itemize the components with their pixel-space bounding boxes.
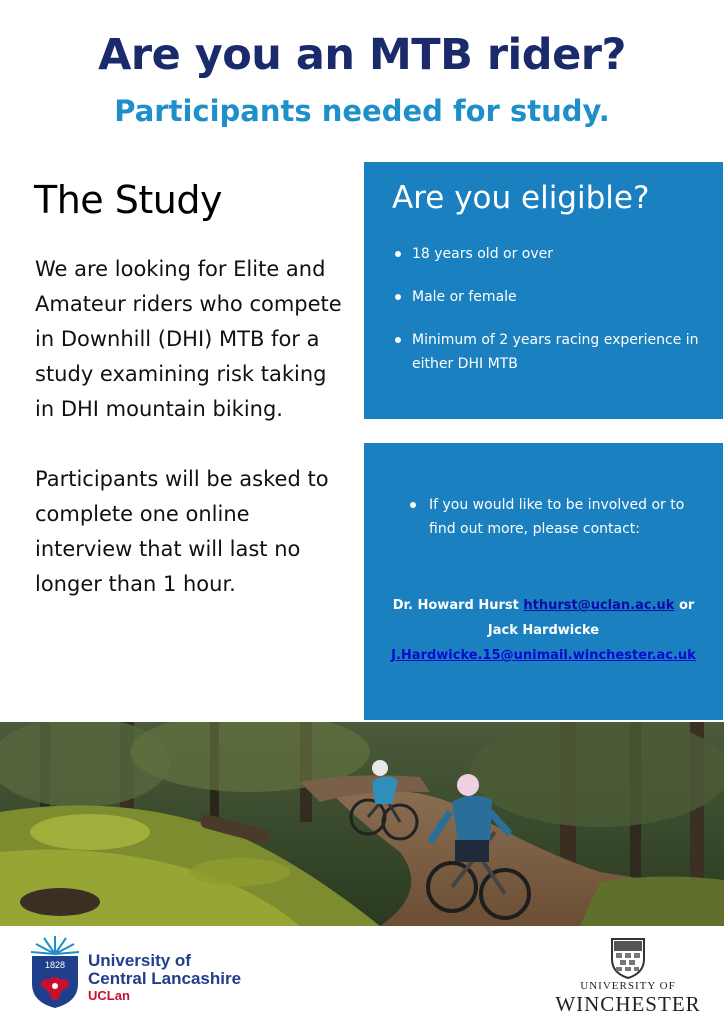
study-paragraph-2: Participants will be asked to complete one online interview that will last no longer than 1 hour. [35, 467, 329, 596]
contact-invitation: If you would like to be involved or to find out more, please contact: [429, 493, 709, 541]
winchester-line-1: UNIVERSITY OF [580, 980, 676, 992]
poster-subtitle: Participants needed for study. [114, 94, 610, 128]
winchester-logo [553, 935, 703, 1019]
email-link-hurst[interactable]: hthurst@uclan.ac.uk [523, 598, 675, 613]
uclan-logo [26, 934, 256, 1010]
eligibility-item-experience: Minimum of 2 years racing experience in either DHI MTB [412, 328, 702, 376]
uclan-wordmark [88, 952, 241, 1004]
contact-or: or [678, 598, 695, 613]
uclan-line-3: UCLan [88, 988, 130, 1003]
eligibility-item-gender: Male or female [412, 285, 702, 309]
email-link-hardwicke[interactable]: J.Hardwicke.15@unimail.winchester.ac.uk [391, 648, 696, 663]
contact-panel [364, 443, 723, 720]
eligibility-item-age: 18 years old or over [412, 242, 702, 266]
contact-person-2: Jack Hardwicke [487, 623, 600, 638]
contact-list [429, 493, 709, 541]
winchester-crest-icon [608, 935, 648, 979]
uclan-line-1: University of [88, 951, 191, 970]
study-paragraph-1: We are looking for Elite and Amateur riders who compete in Downhill (DHI) MTB for a study examining risk taking in DHI mountain biking. [35, 257, 342, 421]
uclan-line-2: Central Lancashire [88, 969, 242, 988]
contact-person-1: Dr. Howard Hurst [392, 598, 519, 613]
eligibility-list [412, 242, 702, 395]
eligibility-heading: Are you eligible? [392, 180, 650, 216]
eligibility-panel [364, 162, 723, 419]
contact-details [364, 593, 723, 668]
uclan-seal-icon [26, 934, 84, 1010]
winchester-line-2: WINCHESTER [555, 992, 701, 1016]
poster-title: Are you an MTB rider? [98, 30, 626, 80]
uclan-seal-year: 1828 [44, 960, 66, 970]
mountain-bike-photo [0, 722, 724, 926]
study-description [35, 252, 345, 602]
study-heading: The Study [34, 178, 222, 222]
forest-trail-image [0, 722, 724, 926]
